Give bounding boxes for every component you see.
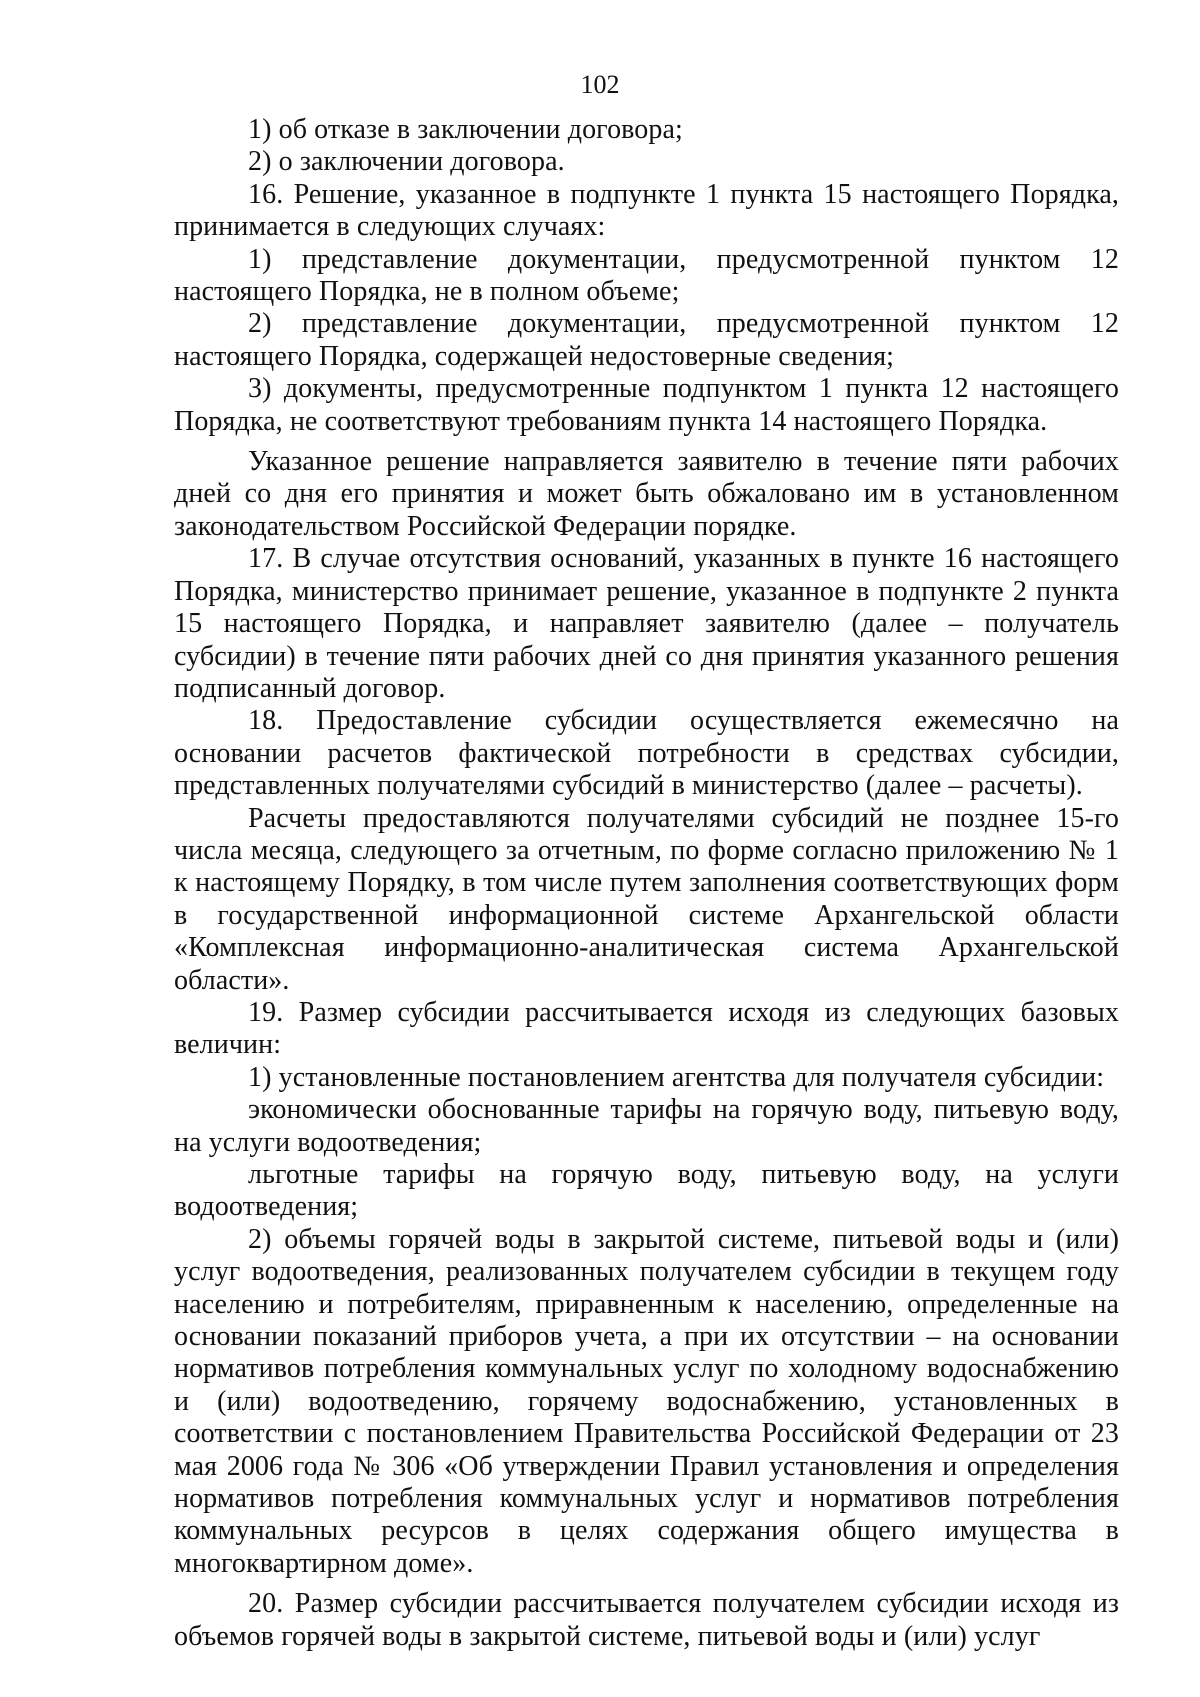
paragraph: 3) документы, предусмотренные подпунктом 1 пункта 12 настоящего Порядка, не соответствуют требованиям пункта 14 настоящего Порядка. [174, 373, 1119, 437]
paragraph: 16. Решение, указанное в подпункте 1 пункта 15 настоящего Порядка, принимается в следующих случаях: [174, 178, 1119, 243]
paragraph: 1) об отказе в заключении договора; [248, 114, 683, 145]
paragraph: 20. Размер субсидии рассчитывается получателем субсидии исходя из объемов горячей воды в закрытой системе, питьевой воды и (или) услуг [174, 1588, 1119, 1652]
paragraph: Указанное решение направляется заявителю в течение пяти рабочих дней со дня его принятия и может быть обжаловано им в установленном законодательством Российской Федерации порядке. [174, 446, 1119, 542]
paragraph: экономически обоснованные тарифы на горячую воду, питьевую воду, на услуги водоотведения; [174, 1094, 1119, 1158]
paragraph: 19. Размер субсидии рассчитывается исходя из следующих базовых величин: [174, 996, 1119, 1061]
paragraph: 2) представление документации, предусмотренной пунктом 12 настоящего Порядка, содержащей недостоверные сведения; [174, 308, 1119, 372]
paragraph: 2) объемы горячей воды в закрытой системе, питьевой воды и (или) услуг водоотведения, реализованных получателем субсидии в текущем году населению и потребителям, приравненным к населению, определенные на основании показаний приборов учета, а при их отсутствии – на основании нормативов потребления коммунальных услуг по холодному водоснабжению и (или) водоотведению, горячему водоснабжению, установленных в соответствии с постановлением Правительства Российской Федерации от 23 мая 2006 года № 306 «Об утверждении Правил установления и определения нормативов потребления коммунальных услуг и нормативов потребления коммунальных ресурсов в целях содержания общего имущества в многоквартирном доме». [174, 1223, 1119, 1579]
paragraph: 1) представление документации, предусмотренной пунктом 12 настоящего Порядка, не в полном объеме; [174, 243, 1119, 308]
paragraph: 18. Предоставление субсидии осуществляется ежемесячно на основании расчетов фактической потребности в средствах субсидии, представленных получателями субсидий в министерство (далее – расчеты). [174, 705, 1119, 802]
paragraph: 17. В случае отсутствия оснований, указанных в пункте 16 настоящего Порядка, министерство принимает решение, указанное в подпункте 2 пункта 15 настоящего Порядка, и направляет заявителю (далее – получатель субсидии) в течение пяти рабочих дней со дня принятия указанного решения подписанный договор. [174, 543, 1119, 704]
paragraph: льготные тарифы на горячую воду, питьевую воду, на услуги водоотведения; [174, 1159, 1119, 1223]
paragraph: 1) установленные постановлением агентства для получателя субсидии: [248, 1061, 1105, 1093]
paragraph: 2) о заключении договора. [248, 146, 565, 178]
document-body [174, 114, 1119, 1653]
page-number: 102 [580, 70, 620, 99]
paragraph: Расчеты предоставляются получателями субсидий не позднее 15-го числа месяца, следующего за отчетным, по форме согласно приложению № 1 к настоящему Порядку, в том числе путем заполнения соответствующих форм в государственной информационной системе Архангельской области «Комплексная информационно-аналитическая система Архангельской области». [174, 802, 1119, 996]
